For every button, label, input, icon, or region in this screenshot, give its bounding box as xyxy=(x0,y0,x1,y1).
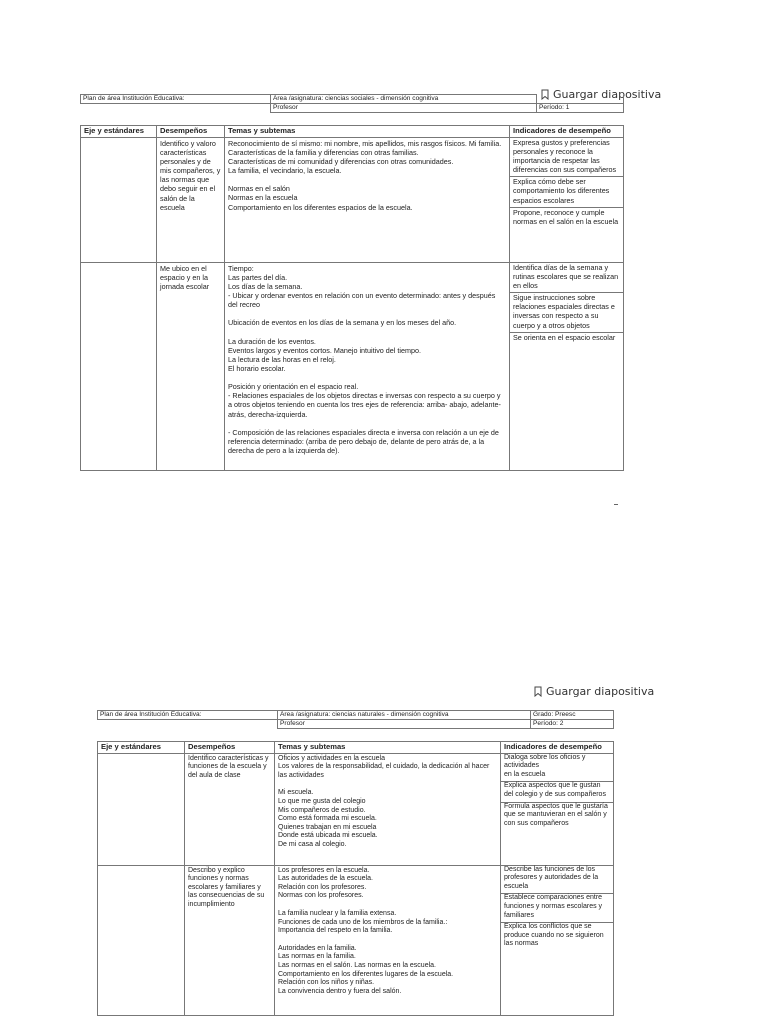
desempeno-cell: Describo y explico funciones y normas escolares y familiares y las consecuencias de su incumplimiento xyxy=(185,865,275,1015)
page-mark xyxy=(614,504,618,505)
eje-cell xyxy=(98,865,185,1015)
topic-line: Normas en la escuela xyxy=(228,193,298,203)
topic-line: Donde está ubicada mi escuela. xyxy=(278,832,378,840)
bookmark-icon xyxy=(534,686,542,697)
plan-area-label: Área /asignatura: ciencias naturales - dimensión cognitiva xyxy=(278,711,531,720)
plan-area-label: Área /asignatura: ciencias sociales - dimensión cognitiva xyxy=(271,95,537,104)
topic-line: De mi casa al colegio. xyxy=(278,840,347,848)
topic-spacer xyxy=(228,309,506,318)
indicadores-cell xyxy=(501,753,614,865)
topic-line: Importancia del respeto en la familia. xyxy=(278,927,393,935)
curriculum-table xyxy=(97,741,614,1016)
plan-teacher-label: Profesor xyxy=(278,720,531,729)
indicadores-cell xyxy=(510,262,624,470)
temas-cell xyxy=(225,262,510,470)
topic-line: - Ubicar y ordenar eventos en relación con un evento determinado: antes y después del recreo xyxy=(228,291,496,310)
topic-line: La convivencia dentro y fuera del salón. xyxy=(278,987,402,995)
indicator-item: Se orienta en el espacio escolar xyxy=(513,332,616,342)
topic-spacer xyxy=(228,175,506,184)
plan-grade-label: Grado: Preesc xyxy=(531,711,614,720)
topic-line: Quienes trabajan en mi escuela xyxy=(278,823,377,831)
plan-teacher-label: Profesor xyxy=(271,104,537,113)
column-header: Eje y estándares xyxy=(81,126,157,138)
topic-line: Los profesores en la escuela. xyxy=(278,866,370,874)
topic-line: Relación con los profesores. xyxy=(278,883,367,891)
topic-spacer xyxy=(278,936,497,945)
indicator-item: Describe las funciones de los profesores y autoridades de la escuela xyxy=(501,866,613,895)
indicator-item: Sigue instrucciones sobre relaciones espaciales directas e inversas con respecto a su cuerpo y a otros objetos xyxy=(510,293,623,333)
topic-line: - Composición de las relaciones espaciales directa e inversa con relación a un eje de referencia determinado: (arriba de pero debajo de, delante de pero atrás de, a la derecha de pero a la izquierda de). xyxy=(228,427,499,456)
table-row xyxy=(81,262,624,470)
topic-line: Comportamiento en los diferentes lugares de la escuela. xyxy=(278,970,454,978)
temas-cell xyxy=(225,137,510,262)
eje-cell xyxy=(81,262,157,470)
indicator-item: Propone, reconoce y cumple normas en el salón en la escuela xyxy=(513,207,619,226)
topic-line: Autoridades en la familia. xyxy=(278,944,357,952)
topic-line: Eventos largos y eventos cortos. Manejo intuitivo del tiempo. xyxy=(228,345,421,355)
topic-line: Ubicación de eventos en los días de la semana y en los meses del año. xyxy=(228,318,457,328)
topic-spacer xyxy=(228,419,506,428)
topic-line: La duración de los eventos. xyxy=(228,336,316,346)
topic-line: Las partes del día. xyxy=(228,272,288,282)
desempeno-cell: Identifico características y funciones de la escuela y del aula de clase xyxy=(185,753,275,865)
column-header: Temas y subtemas xyxy=(275,742,501,754)
topic-spacer xyxy=(228,373,506,382)
indicator-item: Explica cómo debe ser comportamiento los diferentes espacios escolares xyxy=(510,177,623,207)
indicadores-cell xyxy=(510,137,624,262)
plan-institution-label: Plan de área Institución Educativa: xyxy=(81,95,271,104)
table-row xyxy=(81,137,624,262)
save-slide-label: Guargar diapositiva xyxy=(546,685,655,698)
save-slide-button[interactable] xyxy=(534,685,654,698)
topic-line: Posición y orientación en el espacio real. xyxy=(228,382,359,392)
topic-line: Normas en el salón xyxy=(228,184,290,194)
desempeno-cell: Identifico y valoro características personales y de mis compañeros, y las normas que debo seguir en el salón de la escuela xyxy=(157,137,225,262)
topic-line: Mis compañeros de estudio. xyxy=(278,806,366,814)
topic-line: El horario escolar. xyxy=(228,364,286,373)
topic-line: Características de la familia y diferencias con otras familias. xyxy=(228,147,419,157)
topic-line: Comportamiento en los diferentes espacios de la escuela. xyxy=(228,202,413,212)
indicator-item: Formula aspectos que le gustaría que se mantuvieran en el salón y con sus compañeros xyxy=(504,802,608,827)
column-header: Temas y subtemas xyxy=(225,126,510,138)
topic-line: Relación con los niños y niñas. xyxy=(278,979,375,987)
save-slide-label: Guargar diapositiva xyxy=(553,88,662,101)
curriculum-plan-social-sciences xyxy=(80,94,623,471)
topic-line: La lectura de las horas en el reloj. xyxy=(228,354,336,364)
topic-line: La familia, el vecindario, la escuela. xyxy=(228,166,342,176)
plan-header-table xyxy=(97,710,614,729)
topic-line: Las normas en el salón. Las normas en la escuela. xyxy=(278,961,436,969)
indicadores-cell xyxy=(501,865,614,1015)
plan-period-label: Período: 1 xyxy=(537,104,624,113)
curriculum-table xyxy=(80,125,624,471)
table-row xyxy=(98,865,614,1015)
eje-cell xyxy=(81,137,157,262)
topic-line: Los valores de la responsabilidad, el cuidado, la dedicación al hacer las actividades xyxy=(278,763,490,779)
topic-spacer xyxy=(278,901,497,910)
indicator-item: Explica aspectos que le gustan del colegio y de sus compañeros xyxy=(501,782,613,802)
topic-line: Las normas en la familia. xyxy=(278,953,356,961)
topic-line: Tiempo: xyxy=(228,263,254,273)
indicator-item: Explica los conflictos que se produce cuando no se siguieron las normas xyxy=(504,923,604,948)
plan-grade-label xyxy=(537,95,624,104)
indicator-item: Expresa gustos y preferencias personales y reconoce la importancia de respetar las diferencias con sus compañeros xyxy=(510,138,623,178)
column-header: Desempeños xyxy=(185,742,275,754)
curriculum-plan-natural-sciences xyxy=(97,710,613,1016)
temas-cell xyxy=(275,753,501,865)
indicator-item: Identifica días de la semana y rutinas escolares que se realizan en ellos xyxy=(510,263,623,293)
topic-line: Funciones de cada uno de los miembros de la familia.: xyxy=(278,918,448,926)
topic-line: Mi escuela. xyxy=(278,789,314,797)
topic-line: - Relaciones espaciales de los objetos directas e inversas con respecto a su cuerpo y a otros objetos teniendo en cuenta los tres ejes de referencia: arriba- abajo, adelante- atrás, derecha-izquierda. xyxy=(228,391,501,419)
topic-line: Las autoridades de la escuela. xyxy=(278,875,373,883)
indicator-item: Dialoga sobre los oficios y actividades en la escuela xyxy=(501,754,613,783)
topic-line: Normas con los profesores. xyxy=(278,892,364,900)
temas-cell xyxy=(275,865,501,1015)
topic-line: Lo que me gusta del colegio xyxy=(278,797,366,805)
desempeno-cell: Me ubico en el espacio y en la jornada escolar xyxy=(157,262,225,470)
topic-line: La familia nuclear y la familia extensa. xyxy=(278,909,397,917)
topic-spacer xyxy=(278,780,497,789)
table-header-row xyxy=(81,126,624,138)
indicator-item: Establece comparaciones entre funciones y normas escolares y familiares xyxy=(501,894,613,923)
column-header: Indicadores de desempeño xyxy=(501,742,614,754)
topic-line: Los días de la semana. xyxy=(228,281,303,291)
eje-cell xyxy=(98,753,185,865)
table-header-row xyxy=(98,742,614,754)
column-header: Indicadores de desempeño xyxy=(510,126,624,138)
table-row xyxy=(98,753,614,865)
column-header: Desempeños xyxy=(157,126,225,138)
plan-header-table xyxy=(80,94,624,113)
topic-line: Reconocimiento de sí mismo: mi nombre, mis apellidos, mis rasgos físicos. Mi familia. xyxy=(228,138,502,148)
column-header: Eje y estándares xyxy=(98,742,185,754)
topic-line: Oficios y actividades en la escuela xyxy=(278,754,385,762)
plan-institution-label: Plan de área Institución Educativa: xyxy=(98,711,278,720)
topic-line: Como está formada mi escuela. xyxy=(278,815,377,823)
topic-spacer xyxy=(228,328,506,337)
topic-line: Características de mi comunidad y diferencias con otras comunidades. xyxy=(228,156,454,166)
plan-period-label: Período: 2 xyxy=(531,720,614,729)
